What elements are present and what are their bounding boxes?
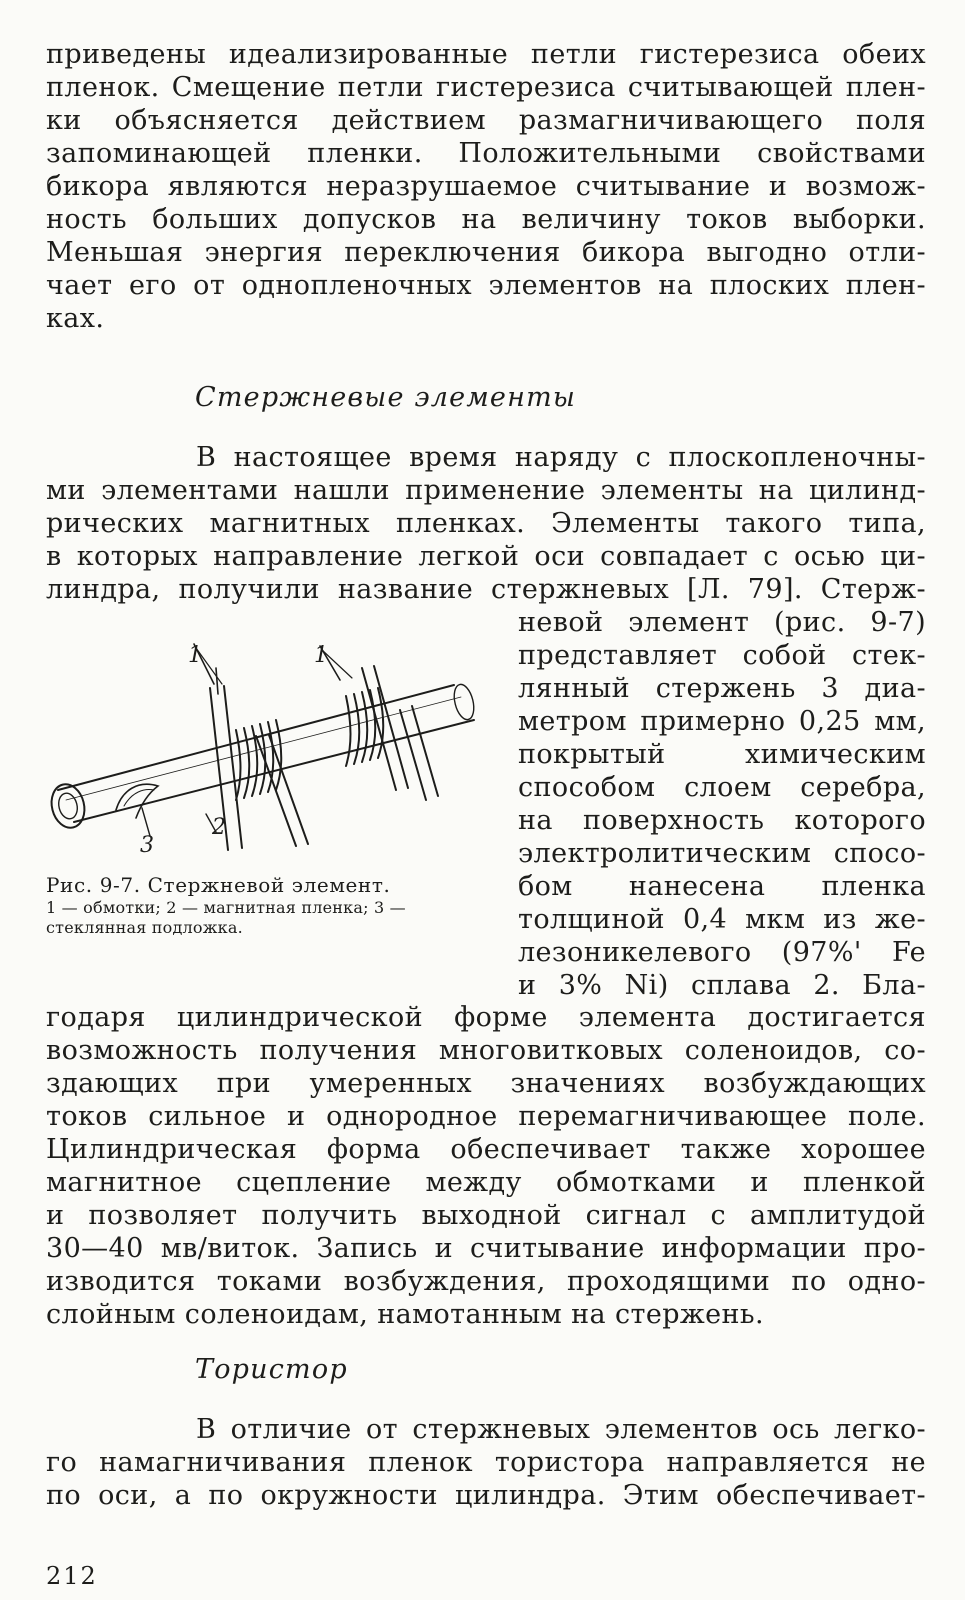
figure-caption-title: Рис. 9-7. Стержневой элемент. bbox=[46, 873, 391, 897]
figure-caption bbox=[46, 872, 486, 938]
text-line: в которых направление легкой оси совпадает с осью ци- bbox=[46, 541, 926, 572]
text-line: приведены идеализированные петли гистерезиса обеих bbox=[46, 39, 926, 70]
text-line: электролитическим спосо- bbox=[518, 838, 926, 869]
section-heading-toristor: Тористор bbox=[195, 1354, 348, 1385]
text-line: способом слоем серебра, bbox=[518, 772, 926, 803]
text-line: толщиной 0,4 мкм из же- bbox=[518, 904, 926, 935]
text-line: В настоящее время наряду с плоскопленочны- bbox=[196, 442, 926, 473]
toristor-paragraph bbox=[46, 1413, 926, 1512]
text-line: В отличие от стержневых элементов ось легко- bbox=[196, 1414, 926, 1445]
text-line: линдра, получили название стержневых [Л. 79]. Стерж- bbox=[46, 574, 926, 605]
text-line: возможность получения многовитковых соленоидов, со- bbox=[46, 1035, 926, 1066]
label-windings-left: 1 bbox=[188, 643, 202, 668]
figure-caption-legend-line: 1 — обмотки; 2 — магнитная пленка; 3 — bbox=[46, 898, 406, 917]
rods-paragraph-narrow bbox=[518, 606, 926, 1002]
text-line: бом нанесена пленка bbox=[518, 871, 926, 902]
section-heading-rods: Стержневые элементы bbox=[195, 382, 577, 413]
text-line: ках. bbox=[46, 303, 105, 334]
rod-drawing bbox=[47, 644, 477, 850]
text-line: ность больших допусков на величину токов выборки. bbox=[46, 204, 926, 235]
text-line: по оси, а по окружности цилиндра. Этим обеспечивает- bbox=[46, 1480, 926, 1511]
text-line: лянный стержень 3 диа- bbox=[518, 673, 926, 704]
label-substrate: 3 bbox=[140, 833, 154, 855]
text-line: здающих при умеренных значениях возбуждающих bbox=[46, 1068, 926, 1099]
text-line: Меньшая энергия переключения бикора выгодно отли- bbox=[46, 237, 926, 268]
rod-element-illustration bbox=[46, 640, 486, 855]
text-line: и позволяет получить выходной сигнал с амплитудой bbox=[46, 1200, 926, 1231]
rods-paragraph-after bbox=[46, 1001, 926, 1331]
text-line: метром примерно 0,25 мм, bbox=[518, 706, 926, 737]
text-line: пленок. Смещение петли гистерезиса считывающей плен- bbox=[46, 72, 926, 103]
top-paragraph bbox=[46, 38, 926, 335]
text-line: годаря цилиндрической форме элемента достигается bbox=[46, 1002, 926, 1033]
text-line: и 3% Ni) сплава 2. Бла- bbox=[518, 970, 926, 1001]
text-line: чает его от однопленочных элементов на плоских плен- bbox=[46, 270, 926, 301]
text-line: покрытый химическим bbox=[518, 739, 926, 770]
text-line: 30—40 мв/виток. Запись и считывание информации про- bbox=[46, 1233, 926, 1264]
text-line: рических магнитных пленках. Элементы такого типа, bbox=[46, 508, 926, 539]
text-line: изводится токами возбуждения, проходящими по одно- bbox=[46, 1266, 926, 1297]
label-windings-right: 1 bbox=[314, 643, 328, 668]
text-line: лезоникелевого (97%' Fe bbox=[518, 937, 926, 968]
text-line: ми элементами нашли применение элементы на цилинд- bbox=[46, 475, 926, 506]
figure-caption-legend-line: стеклянная подложка. bbox=[46, 918, 243, 937]
text-line: ки объясняется действием размагничивающего поля bbox=[46, 105, 926, 136]
text-line: представляет собой стек- bbox=[518, 640, 926, 671]
text-line: токов сильное и однородное перемагничивающее поле. bbox=[46, 1101, 926, 1132]
label-film: 2 bbox=[212, 815, 226, 840]
page-number: 212 bbox=[46, 1562, 98, 1590]
text-line: на поверхность которого bbox=[518, 805, 926, 836]
rods-paragraph-full bbox=[46, 441, 926, 606]
text-line: слойным соленоидам, намотанным на стержень. bbox=[46, 1299, 764, 1330]
text-line: бикора являются неразрушаемое считывание и возмож- bbox=[46, 171, 926, 202]
text-line: невой элемент (рис. 9-7) bbox=[518, 607, 926, 638]
text-line: го намагничивания пленок тористора направляется не bbox=[46, 1447, 926, 1478]
text-line: Цилиндрическая форма обеспечивает также хорошее bbox=[46, 1134, 926, 1165]
text-line: запоминающей пленки. Положительными свойствами bbox=[46, 138, 926, 169]
text-line: магнитное сцепление между обмотками и пленкой bbox=[46, 1167, 926, 1198]
